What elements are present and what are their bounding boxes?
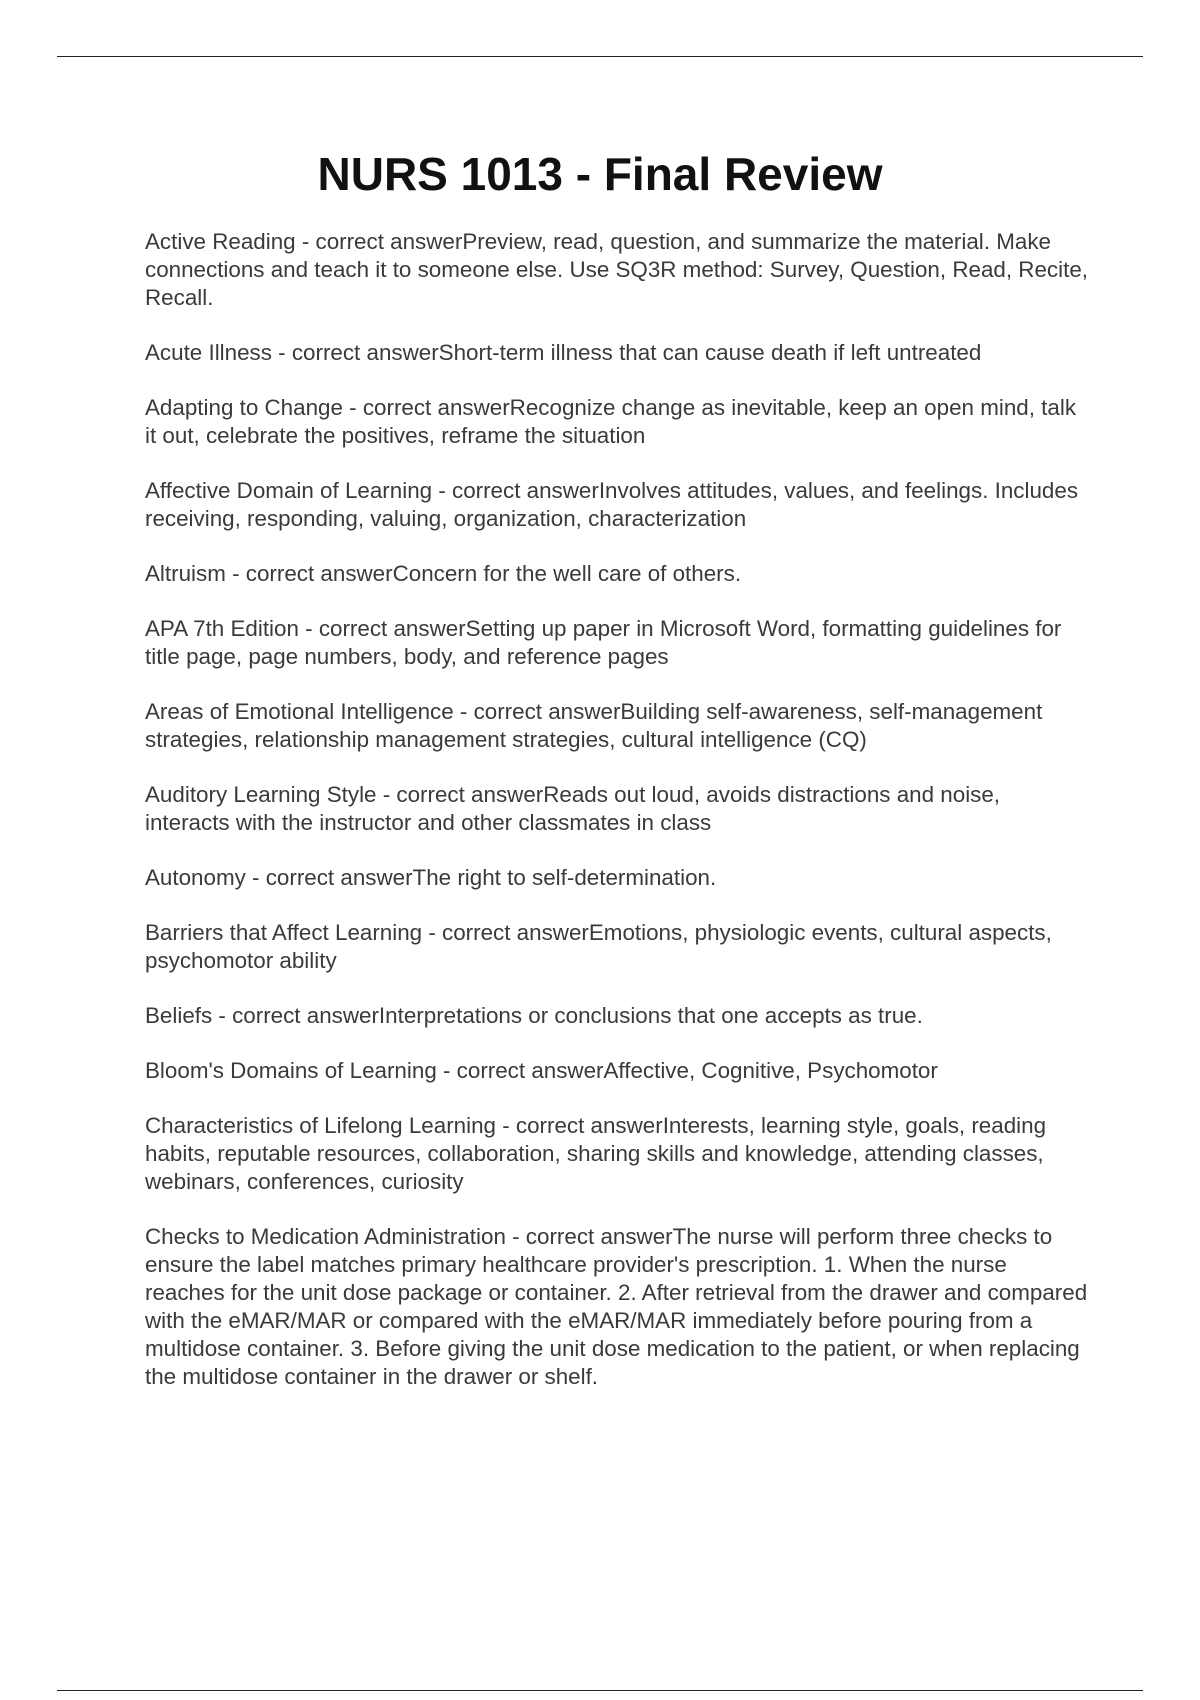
entry-altruism: Altruism - correct answerConcern for the well care of others.	[145, 561, 742, 586]
entry-blooms-domains: Bloom's Domains of Learning - correct answerAffective, Cognitive, Psychomotor	[145, 1058, 938, 1083]
entry-autonomy: Autonomy - correct answerThe right to self-determination.	[145, 865, 717, 890]
review-entries	[145, 228, 1090, 1418]
entry-lifelong-learning: Characteristics of Lifelong Learning - correct answerInterests, learning style, goals, reading habits, reputable resources, collaboration, sharing skills and knowledge, attending classes, webinars, conferences, curiosity	[145, 1113, 1047, 1194]
page-title: NURS 1013 - Final Review	[317, 148, 883, 200]
entry-apa-7th-edition: APA 7th Edition - correct answerSetting up paper in Microsoft Word, formatting guidelines for title page, page numbers, body, and reference pages	[145, 616, 1062, 669]
entry-emotional-intelligence: Areas of Emotional Intelligence - correct answerBuilding self-awareness, self-management strategies, relationship management strategies, cultural intelligence (CQ)	[145, 699, 1043, 752]
entry-beliefs: Beliefs - correct answerInterpretations or conclusions that one accepts as true.	[145, 1003, 923, 1028]
bottom-divider	[57, 1690, 1143, 1691]
entry-active-reading: Active Reading - correct answerPreview, read, question, and summarize the material. Make connections and teach it to someone else. Use SQ3R method: Survey, Question, Read, Recite, Recall.	[145, 229, 1088, 310]
entry-medication-checks: Checks to Medication Administration - correct answerThe nurse will perform three checks to ensure the label matches primary healthcare provider's prescription. 1. When the nurse reaches for the unit dose package or container. 2. After retrieval from the drawer and compared with the eMAR/MAR or compared with the eMAR/MAR immediately before pouring from a multidose container. 3. Before giving the unit dose medication to the patient, or when replacing the multidose container in the drawer or shelf.	[145, 1224, 1088, 1389]
entry-acute-illness: Acute Illness - correct answerShort-term illness that can cause death if left untreated	[145, 340, 982, 365]
entry-barriers-to-learning: Barriers that Affect Learning - correct answerEmotions, physiologic events, cultural aspects, psychomotor ability	[145, 920, 1052, 973]
top-divider	[57, 56, 1143, 57]
entry-auditory-learning-style: Auditory Learning Style - correct answerReads out loud, avoids distractions and noise, interacts with the instructor and other classmates in class	[145, 782, 1001, 835]
entry-affective-domain: Affective Domain of Learning - correct answerInvolves attitudes, values, and feelings. Includes receiving, responding, valuing, organization, characterization	[145, 478, 1079, 531]
entry-adapting-to-change: Adapting to Change - correct answerRecognize change as inevitable, keep an open mind, talk it out, celebrate the positives, reframe the situation	[145, 395, 1077, 448]
